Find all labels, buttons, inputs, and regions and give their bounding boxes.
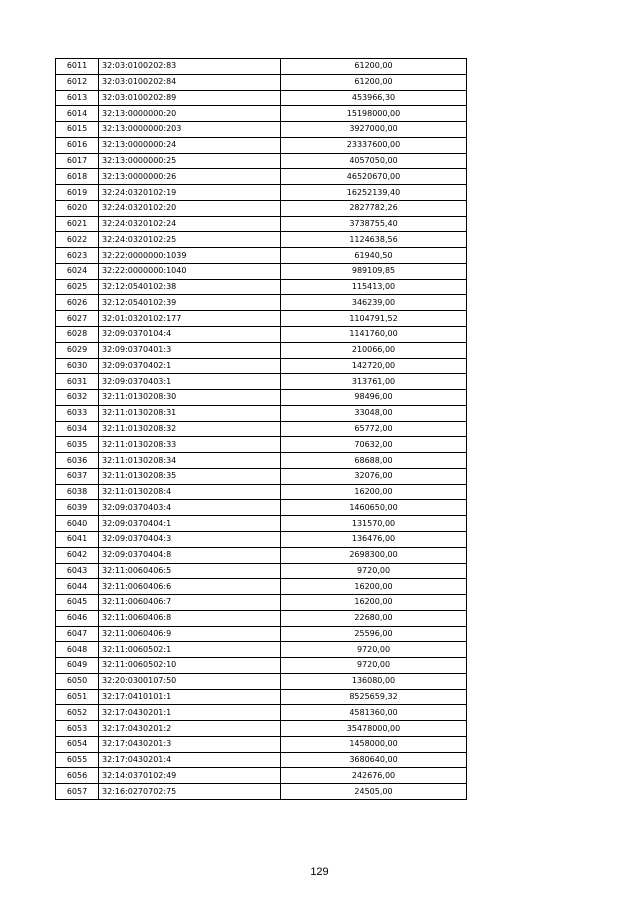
cadastral-number-cell: 32:24:0320102:20 [99, 200, 281, 216]
table-row [56, 453, 467, 469]
cadastral-number-cell: 32:13:0000000:20 [99, 106, 281, 122]
cadastral-number-cell: 32:13:0000000:203 [99, 122, 281, 138]
row-number-cell: 6016 [56, 137, 99, 153]
value-cell: 136476,00 [281, 531, 467, 547]
row-number-cell: 6021 [56, 216, 99, 232]
row-number-cell: 6052 [56, 705, 99, 721]
value-cell: 136080,00 [281, 673, 467, 689]
cadastral-number-cell: 32:12:0540102:39 [99, 295, 281, 311]
value-cell: 70632,00 [281, 437, 467, 453]
cadastral-number-cell: 32:11:0130208:31 [99, 405, 281, 421]
page-number: 129 [310, 866, 329, 878]
value-cell: 16200,00 [281, 595, 467, 611]
row-number-cell: 6042 [56, 547, 99, 563]
cadastral-number-cell: 32:16:0270702:75 [99, 784, 281, 800]
value-cell: 1141760,00 [281, 327, 467, 343]
cadastral-number-cell: 32:11:0060502:10 [99, 658, 281, 674]
cadastral-number-cell: 32:17:0430201:4 [99, 752, 281, 768]
cadastral-number-cell: 32:09:0370404:1 [99, 516, 281, 532]
row-number-cell: 6017 [56, 153, 99, 169]
cadastral-number-cell: 32:13:0000000:26 [99, 169, 281, 185]
cadastral-number-cell: 32:11:0060406:5 [99, 563, 281, 579]
cadastral-number-cell: 32:20:0300107:50 [99, 673, 281, 689]
value-cell: 16200,00 [281, 579, 467, 595]
row-number-cell: 6025 [56, 279, 99, 295]
row-number-cell: 6012 [56, 74, 99, 90]
table-row [56, 342, 467, 358]
row-number-cell: 6011 [56, 59, 99, 75]
table-row [56, 90, 467, 106]
value-cell: 24505,00 [281, 784, 467, 800]
table-row [56, 421, 467, 437]
table-row [56, 216, 467, 232]
table-body [56, 59, 467, 800]
row-number-cell: 6055 [56, 752, 99, 768]
table-row [56, 768, 467, 784]
row-number-cell: 6053 [56, 721, 99, 737]
row-number-cell: 6024 [56, 263, 99, 279]
table-row [56, 405, 467, 421]
row-number-cell: 6030 [56, 358, 99, 374]
cadastral-number-cell: 32:03:0100202:84 [99, 74, 281, 90]
cadastral-number-cell: 32:13:0000000:24 [99, 137, 281, 153]
table-row [56, 295, 467, 311]
cadastral-number-cell: 32:11:0130208:4 [99, 484, 281, 500]
value-cell: 65772,00 [281, 421, 467, 437]
value-cell: 33048,00 [281, 405, 467, 421]
row-number-cell: 6020 [56, 200, 99, 216]
value-cell: 453966,30 [281, 90, 467, 106]
table-row [56, 232, 467, 248]
table-row [56, 311, 467, 327]
cadastral-number-cell: 32:11:0060406:6 [99, 579, 281, 595]
row-number-cell: 6033 [56, 405, 99, 421]
table-row [56, 390, 467, 406]
value-cell: 9720,00 [281, 642, 467, 658]
row-number-cell: 6023 [56, 248, 99, 264]
table-row [56, 721, 467, 737]
cadastral-number-cell: 32:03:0100202:89 [99, 90, 281, 106]
value-cell: 313761,00 [281, 374, 467, 390]
value-cell: 68688,00 [281, 453, 467, 469]
table-row [56, 547, 467, 563]
table-row [56, 437, 467, 453]
value-cell: 61200,00 [281, 59, 467, 75]
table-row [56, 59, 467, 75]
row-number-cell: 6044 [56, 579, 99, 595]
row-number-cell: 6050 [56, 673, 99, 689]
table-row [56, 327, 467, 343]
table-row [56, 595, 467, 611]
value-cell: 61940,50 [281, 248, 467, 264]
table-row [56, 279, 467, 295]
row-number-cell: 6019 [56, 185, 99, 201]
cadastral-number-cell: 32:17:0430201:1 [99, 705, 281, 721]
value-cell: 23337600,00 [281, 137, 467, 153]
table-row [56, 484, 467, 500]
cadastral-number-cell: 32:11:0060502:1 [99, 642, 281, 658]
cadastral-number-cell: 32:09:0370104:4 [99, 327, 281, 343]
cadastral-number-cell: 32:22:0000000:1039 [99, 248, 281, 264]
table-row [56, 784, 467, 800]
cadastral-number-cell: 32:11:0130208:30 [99, 390, 281, 406]
value-cell: 22680,00 [281, 610, 467, 626]
value-cell: 1460650,00 [281, 500, 467, 516]
cadastral-number-cell: 32:11:0130208:33 [99, 437, 281, 453]
value-cell: 8525659,32 [281, 689, 467, 705]
cadastral-number-cell: 32:12:0540102:38 [99, 279, 281, 295]
cadastral-number-cell: 32:09:0370403:4 [99, 500, 281, 516]
value-cell: 3680640,00 [281, 752, 467, 768]
row-number-cell: 6026 [56, 295, 99, 311]
table-row [56, 642, 467, 658]
table-row [56, 500, 467, 516]
row-number-cell: 6037 [56, 468, 99, 484]
row-number-cell: 6031 [56, 374, 99, 390]
cadastral-number-cell: 32:09:0370402:1 [99, 358, 281, 374]
table-row [56, 531, 467, 547]
row-number-cell: 6035 [56, 437, 99, 453]
row-number-cell: 6057 [56, 784, 99, 800]
row-number-cell: 6015 [56, 122, 99, 138]
value-cell: 46520670,00 [281, 169, 467, 185]
value-cell: 25596,00 [281, 626, 467, 642]
cadastral-number-cell: 32:17:0410101:1 [99, 689, 281, 705]
cadastral-number-cell: 32:17:0430201:2 [99, 721, 281, 737]
table-row [56, 563, 467, 579]
value-cell: 1124638,56 [281, 232, 467, 248]
value-cell: 989109,85 [281, 263, 467, 279]
value-cell: 3927000,00 [281, 122, 467, 138]
row-number-cell: 6041 [56, 531, 99, 547]
cadastral-number-cell: 32:11:0130208:35 [99, 468, 281, 484]
table-row [56, 752, 467, 768]
table-row [56, 74, 467, 90]
row-number-cell: 6028 [56, 327, 99, 343]
value-cell: 9720,00 [281, 658, 467, 674]
row-number-cell: 6045 [56, 595, 99, 611]
row-number-cell: 6040 [56, 516, 99, 532]
row-number-cell: 6051 [56, 689, 99, 705]
cadastral-number-cell: 32:09:0370404:8 [99, 547, 281, 563]
cadastral-number-cell: 32:11:0060406:7 [99, 595, 281, 611]
table-row [56, 626, 467, 642]
value-cell: 131570,00 [281, 516, 467, 532]
table-row [56, 106, 467, 122]
cadastral-number-cell: 32:09:0370404:3 [99, 531, 281, 547]
table-row [56, 185, 467, 201]
row-number-cell: 6018 [56, 169, 99, 185]
value-cell: 1458000,00 [281, 736, 467, 752]
value-cell: 16200,00 [281, 484, 467, 500]
row-number-cell: 6054 [56, 736, 99, 752]
table-row [56, 137, 467, 153]
value-cell: 142720,00 [281, 358, 467, 374]
table-row [56, 673, 467, 689]
cadastral-number-cell: 32:13:0000000:25 [99, 153, 281, 169]
table-row [56, 248, 467, 264]
table-row [56, 122, 467, 138]
cadastral-number-cell: 32:11:0130208:32 [99, 421, 281, 437]
table-row [56, 705, 467, 721]
value-cell: 98496,00 [281, 390, 467, 406]
table-row [56, 689, 467, 705]
row-number-cell: 6043 [56, 563, 99, 579]
row-number-cell: 6046 [56, 610, 99, 626]
row-number-cell: 6034 [56, 421, 99, 437]
table-row [56, 358, 467, 374]
cadastral-number-cell: 32:14:0370102:49 [99, 768, 281, 784]
value-cell: 346239,00 [281, 295, 467, 311]
value-cell: 210066,00 [281, 342, 467, 358]
table-row [56, 658, 467, 674]
cadastral-number-cell: 32:09:0370401:3 [99, 342, 281, 358]
value-cell: 3738755,40 [281, 216, 467, 232]
value-cell: 1104791,52 [281, 311, 467, 327]
row-number-cell: 6038 [56, 484, 99, 500]
table-row [56, 579, 467, 595]
cadastral-number-cell: 32:17:0430201:3 [99, 736, 281, 752]
value-cell: 15198000,00 [281, 106, 467, 122]
cadastral-number-cell: 32:11:0060406:8 [99, 610, 281, 626]
row-number-cell: 6032 [56, 390, 99, 406]
row-number-cell: 6056 [56, 768, 99, 784]
cadastral-value-table [55, 58, 467, 800]
table-row [56, 200, 467, 216]
table-row [56, 610, 467, 626]
value-cell: 32076,00 [281, 468, 467, 484]
value-cell: 4057050,00 [281, 153, 467, 169]
row-number-cell: 6049 [56, 658, 99, 674]
cadastral-number-cell: 32:24:0320102:24 [99, 216, 281, 232]
cadastral-number-cell: 32:22:0000000:1040 [99, 263, 281, 279]
cadastral-number-cell: 32:03:0100202:83 [99, 59, 281, 75]
row-number-cell: 6039 [56, 500, 99, 516]
row-number-cell: 6036 [56, 453, 99, 469]
row-number-cell: 6022 [56, 232, 99, 248]
table-row [56, 374, 467, 390]
value-cell: 2827782,26 [281, 200, 467, 216]
value-cell: 242676,00 [281, 768, 467, 784]
cadastral-number-cell: 32:09:0370403:1 [99, 374, 281, 390]
value-cell: 61200,00 [281, 74, 467, 90]
row-number-cell: 6048 [56, 642, 99, 658]
value-cell: 115413,00 [281, 279, 467, 295]
value-cell: 9720,00 [281, 563, 467, 579]
table-row [56, 516, 467, 532]
cadastral-number-cell: 32:01:0320102:177 [99, 311, 281, 327]
row-number-cell: 6029 [56, 342, 99, 358]
cadastral-number-cell: 32:11:0060406:9 [99, 626, 281, 642]
row-number-cell: 6027 [56, 311, 99, 327]
value-cell: 4581360,00 [281, 705, 467, 721]
cadastral-number-cell: 32:24:0320102:19 [99, 185, 281, 201]
cadastral-number-cell: 32:24:0320102:25 [99, 232, 281, 248]
table-row [56, 468, 467, 484]
row-number-cell: 6047 [56, 626, 99, 642]
cadastral-number-cell: 32:11:0130208:34 [99, 453, 281, 469]
value-cell: 35478000,00 [281, 721, 467, 737]
row-number-cell: 6014 [56, 106, 99, 122]
value-cell: 16252139,40 [281, 185, 467, 201]
row-number-cell: 6013 [56, 90, 99, 106]
table-row [56, 736, 467, 752]
table-row [56, 169, 467, 185]
table-row [56, 153, 467, 169]
value-cell: 2698300,00 [281, 547, 467, 563]
table-row [56, 263, 467, 279]
